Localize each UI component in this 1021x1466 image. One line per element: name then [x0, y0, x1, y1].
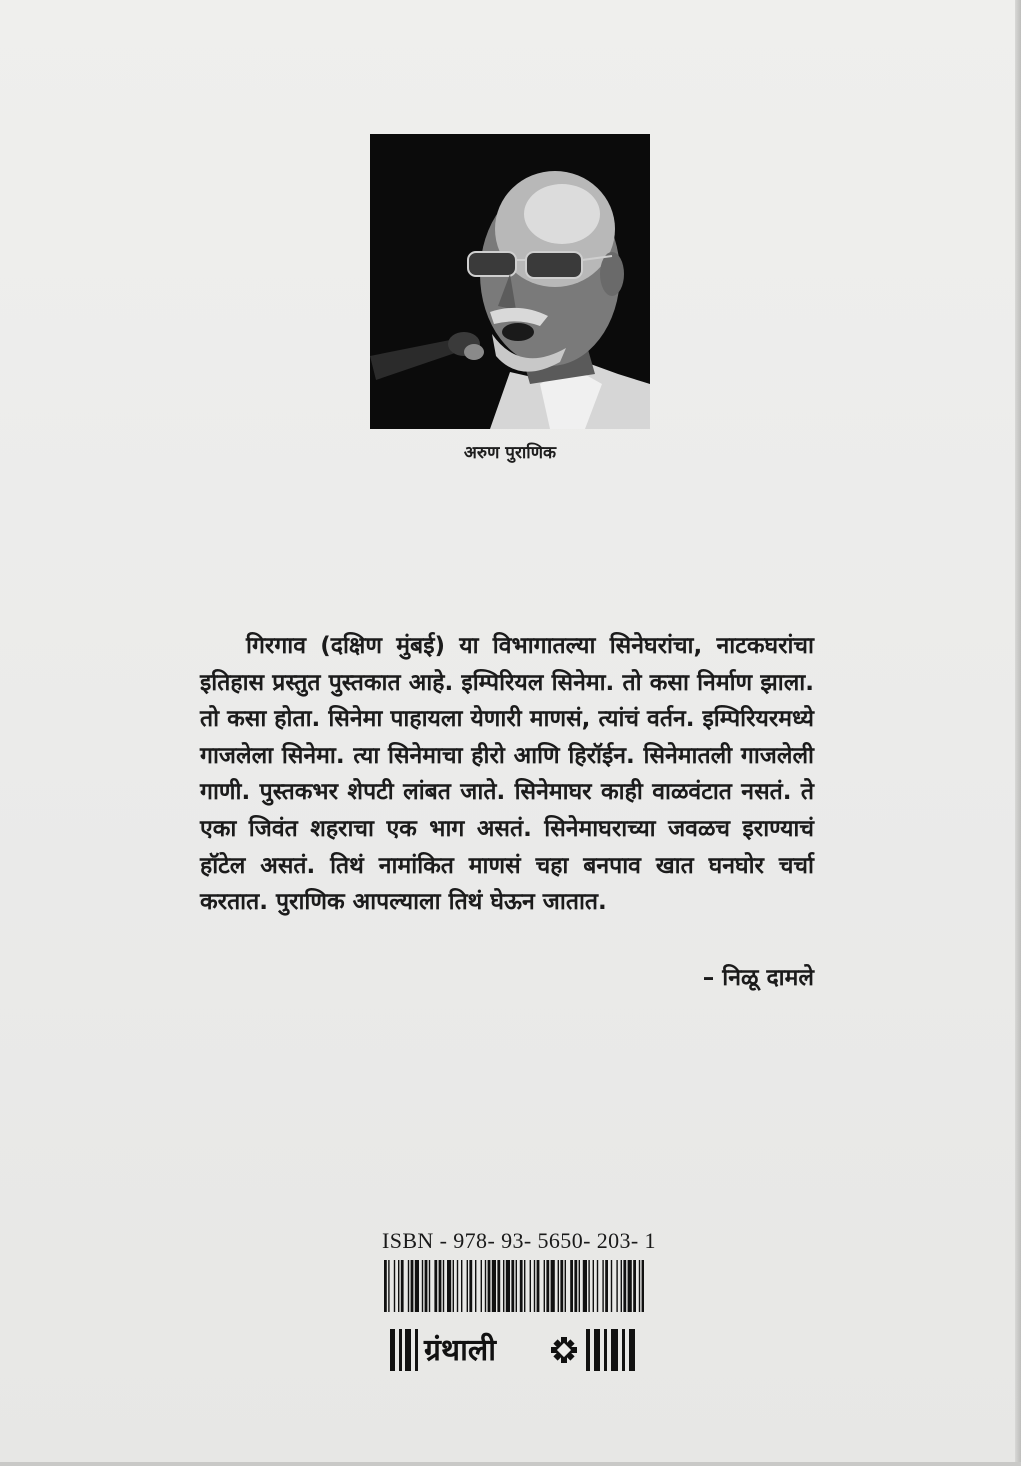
barcode-bar: [467, 1260, 468, 1312]
barcode-bar: [579, 1260, 580, 1312]
barcode-bar: [411, 1260, 414, 1312]
barcode-bar: [593, 1260, 594, 1312]
barcode-bar: [447, 1260, 451, 1312]
barcode-bar: [398, 1260, 399, 1312]
barcode-bar: [642, 1260, 644, 1312]
barcode-bar: [492, 1260, 496, 1312]
barcode-bar: [457, 1260, 458, 1312]
barcode-bar: [520, 1260, 523, 1312]
author-name-caption: अरुण पुराणिक: [463, 443, 557, 463]
barcode-bar: [621, 1260, 622, 1312]
barcode-bar: [497, 1260, 500, 1312]
barcode-bar: [633, 1260, 636, 1312]
barcode-bar: [524, 1260, 525, 1312]
barcode-bar: [506, 1260, 510, 1312]
barcode-bar: [429, 1260, 430, 1312]
barcode-bar: [560, 1260, 563, 1312]
barcode-bar: [605, 1260, 608, 1312]
barcode-bar: [639, 1260, 640, 1312]
barcode-bar: [394, 1260, 395, 1312]
barcode-bar: [628, 1260, 632, 1312]
barcode-bar: [511, 1260, 514, 1312]
isbn-barcode: [382, 1260, 644, 1312]
barcode-bar: [530, 1260, 531, 1312]
barcode-bar: [485, 1260, 486, 1312]
barcode-bar: [439, 1260, 442, 1312]
barcode-bar: [558, 1260, 559, 1312]
barcode-bar: [434, 1260, 437, 1312]
publisher-logo: [390, 1325, 638, 1375]
svg-text:ग्रंथाली: ग्रंथाली: [424, 1333, 496, 1368]
barcode-bar: [475, 1260, 476, 1312]
barcode-bar: [611, 1260, 612, 1312]
blurb-paragraph: गिरगाव (दक्षिण मुंबई) या विभागातल्या सिनेघरांचा, नाटकघरांचा इतिहास प्रस्तुत पुस्तकात आहे. इम्पिरियल सिनेमा. तो कसा निर्माण झाला. तो कसा होता. सिनेमा पाहायला येणारी माणसं, त्यांचं वर्तन. इम्पिरियरमध्ये गाजलेला सिनेमा. त्या सिनेमाचा हीरो आणि हिरॉईन. सिनेमातली गाजलेली गाणी. पुस्तकभर शेपटी लांबत जाते. सिनेमाघर काही वाळवंटात नसतं. ते एका जिवंत शहराचा एक भाग असतं. सिनेमाघराच्या जवळच इराण्याचं हॉटेल असतं. तिथं नामांकित माणसं चहा बनपाव खात घनघोर चर्चा करतात. पुराणिक आपल्याला तिथं घेऊन जातात.: [200, 633, 814, 916]
author-photo: [370, 134, 650, 429]
barcode-bar: [425, 1260, 428, 1312]
barcode-bar: [546, 1260, 549, 1312]
barcode-bar: [461, 1260, 462, 1312]
barcode-bar: [597, 1260, 598, 1312]
barcode-bar: [453, 1260, 454, 1312]
barcode-bar: [537, 1260, 540, 1312]
cover-right-edge: [1015, 0, 1021, 1466]
cover-bottom-edge: [0, 1462, 1021, 1466]
barcode-bar: [422, 1260, 423, 1312]
barcode-bar: [570, 1260, 573, 1312]
barcode-bar: [544, 1260, 545, 1312]
barcode-bar: [469, 1260, 472, 1312]
barcode-bar: [583, 1260, 587, 1312]
barcode-bar: [516, 1260, 517, 1312]
barcode-bar: [388, 1260, 389, 1312]
isbn-number: ISBN - 978- 93- 5650- 203- 1: [382, 1228, 656, 1253]
barcode-bar: [534, 1260, 535, 1312]
barcode-bar: [443, 1260, 444, 1312]
barcode-bar: [616, 1260, 617, 1312]
barcode-bar: [408, 1260, 409, 1312]
barcode-bar: [401, 1260, 404, 1312]
barcode-bar: [415, 1260, 419, 1312]
barcode-bar: [551, 1260, 555, 1312]
barcode-bar: [602, 1260, 603, 1312]
barcode-bar: [384, 1260, 387, 1312]
barcode-bar: [565, 1260, 566, 1312]
barcode-bar: [588, 1260, 589, 1312]
barcode-bar: [503, 1260, 504, 1312]
blurb-attribution: – निळू दामले: [702, 965, 814, 991]
barcode-bar: [488, 1260, 491, 1312]
barcode-bar: [574, 1260, 577, 1312]
barcode-bar: [481, 1260, 482, 1312]
barcode-bar: [623, 1260, 626, 1312]
